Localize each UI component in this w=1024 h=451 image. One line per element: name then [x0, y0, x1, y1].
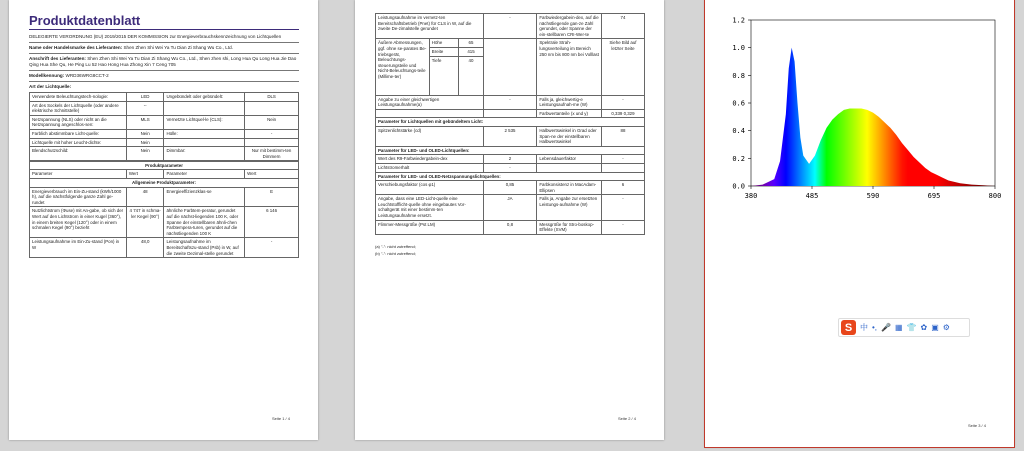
table-cell: Blendschutzschild:: [30, 147, 127, 161]
general-params-heading: Allgemeine Produktparameter:: [30, 179, 299, 188]
table-cell: Messgröße für Stro-boskop-Effekte (SVM): [537, 220, 602, 234]
table-row: [376, 220, 645, 234]
dim-label: Tiefe: [429, 56, 459, 95]
table-cell: [245, 101, 299, 115]
model-label: Modellkennung:: [29, 73, 65, 78]
product-parameter-heading: Produktparameter: [30, 161, 299, 170]
dim-value: 65: [459, 39, 483, 48]
table-cell: Nutzlichtstrom (Φuse) mit An-gabe, ob sich der Wert auf den Lichtstrom in einer Kugel (360°), in einem breiten Kegel (120°) oder in einem schmalen Kegel (90°) bezieht: [30, 207, 127, 238]
y-tick-label: 0.0: [732, 182, 745, 191]
settings-icon[interactable]: ⚙: [942, 323, 950, 332]
table-cell: JA: [483, 195, 537, 220]
y-tick-label: 0.6: [732, 99, 745, 108]
keyboard-icon[interactable]: ▦: [895, 323, 903, 332]
table-cell: Angabe zu einer gleichwertigen Leistungsaufnahme(a): [376, 95, 484, 109]
table-cell: Wert des R9-Farbwiedergabein-dex: [376, 155, 484, 164]
param-header: Wert: [126, 170, 164, 179]
table-cell: Verschiebungsfaktor (cos φ1): [376, 181, 484, 195]
table-cell: Lebensdauerfaktor: [537, 155, 602, 164]
ime-language-toggle[interactable]: 中: [860, 323, 868, 332]
footnote: (b) "-": nicht zutreffend;: [375, 250, 416, 256]
dimensions-label: Äußere Abmessungen, ggf. ohne se-parates Be-triebsgerät, Beleuchtungs-steuerungsteile und Nicht-Beleuchtungs-teile (Millime-ter): [376, 39, 430, 95]
table-cell: Farbwiedergabein-dex, auf die nächstliegende gan-ze Zahl gerundet, oder Spanne der ein-stellbaren CRI-Wer-te: [537, 14, 602, 39]
supplier-label: Name oder Handelsmarke des Lieferanten:: [29, 45, 123, 50]
section-heading: Parameter für LED- und OLED-Netzspannungslichtquellen:: [376, 172, 645, 181]
table-row: [30, 138, 299, 147]
table-cell: Hülle:: [164, 129, 245, 138]
table-cell: [245, 138, 299, 147]
model-value: WRD36WRG8CCT-2: [65, 73, 109, 78]
page-number: Seite 2 / 4: [617, 416, 636, 421]
table-cell: -: [483, 95, 537, 109]
page-title: Produktdatenblatt: [29, 13, 299, 30]
ime-logo-icon[interactable]: S: [841, 320, 856, 335]
table-row: [30, 129, 299, 138]
y-tick-label: 0.4: [732, 127, 745, 136]
product-parameter-table: [29, 161, 299, 258]
table-cell: Lichtstromerhalt: [376, 163, 484, 172]
table-cell: ähnliche Farbtem-peratur, gerundet auf die nächst-liegenden 100 K, oder Spanne der einstellbaren ähnli-chen Farbtempera-turen, gerundet auf die nächstliegenden 100 K: [164, 207, 245, 238]
param-header: Parameter: [164, 170, 245, 179]
parameter-table: [375, 13, 645, 235]
y-tick-label: 1.0: [732, 44, 745, 53]
table-cell: Leistungsaufnahme im Ein-Zu-stand (Pon) in W: [30, 238, 127, 258]
table-cell: [483, 39, 537, 95]
table-cell: Spitzenlichtstärke (cd): [376, 126, 484, 146]
document-page-2: [355, 0, 664, 440]
table-cell: Art des Sockels der Lichtquelle (oder andere elektrische Schnittstelle): [30, 101, 127, 115]
microphone-icon[interactable]: 🎤: [881, 323, 891, 332]
table-cell: -: [245, 238, 299, 258]
dim-label: Breite: [429, 47, 459, 56]
supplier-value: Shen Zhen Shi Wei Ya Tu Dian Zi Shang Wu Co., Ltd.: [123, 45, 233, 50]
regulation-text: DELEGIERTE VERORDNUNG (EU) 2019/2015 DER KOMMISSION zur Energieverbrauchskennzeichnung von Lichtquellen: [29, 34, 282, 39]
y-tick-label: 1.2: [732, 16, 745, 25]
table-cell: [376, 109, 484, 118]
table-cell: E: [245, 187, 299, 207]
light-source-type-label: Art der Lichtquelle:: [29, 84, 72, 89]
spectrum-area: [751, 48, 995, 186]
table-cell: -: [601, 95, 644, 109]
table-row: [30, 93, 299, 102]
table-cell: Verwendete Beleuchtungstech-nologie:: [30, 93, 127, 102]
table-cell: Farbkonsistenz in MacAdam-Ellipsen: [537, 181, 602, 195]
toolbox-icon[interactable]: ▣: [931, 323, 939, 332]
section-heading: Parameter für LED- und OLED-Lichtquellen:: [376, 146, 645, 155]
table-cell: Halbwertswinkel in Grad oder Span-ne der einstellbaren Halbwertswinkel: [537, 126, 602, 146]
table-cell: -: [245, 129, 299, 138]
table-cell: MLS: [126, 115, 164, 129]
table-cell: 0,8: [483, 220, 537, 234]
table-row: [30, 238, 299, 258]
section-heading: Parameter für Lichtquellen mit gebündeltem Licht:: [376, 118, 645, 127]
dim-value: 415: [459, 47, 483, 56]
table-cell: -: [483, 163, 537, 172]
table-cell: 48: [126, 187, 164, 207]
table-cell: 6: [601, 181, 644, 195]
light-source-table: [29, 92, 299, 161]
skin-icon[interactable]: 👕: [906, 323, 917, 332]
footnote: (a) "-": nicht zutreffend;: [375, 243, 416, 249]
table-cell: [164, 101, 245, 115]
table-row: [30, 101, 299, 115]
document-page-3: [705, 0, 1014, 447]
table-cell: Ungebündelt oder gebündelt:: [164, 93, 245, 102]
table-cell: Energieeffizienzklas-se: [164, 187, 245, 207]
table-row: [30, 115, 299, 129]
spectrum-chart: [715, 8, 1007, 208]
param-header: Wert: [245, 170, 299, 179]
table-cell: DLS: [245, 93, 299, 102]
table-cell: Nur mit bestimm-ten Dimmern: [245, 147, 299, 161]
table-cell: [164, 138, 245, 147]
address-value: Shen Zhen Shi Wei Ya Tu Dian Zi Shang Wu Co., Ltd., Shen zhen shi, Long Hua Qu Long Hua Jie Dao Qing Hua She Qu, He Ping Lu 52 Hao Hong Hua Zhong Xin 7 Ceng 705: [29, 56, 297, 67]
table-cell: -: [483, 14, 537, 39]
table-cell: LED: [126, 93, 164, 102]
table-cell: Angabe, dass eine LED-Licht-quelle eine Leuchtstofflicht-quelle ohne eingebautes Vor-schaltgerät mit einer bestimm-ten Leistungsaufnahme ersetzt.: [376, 195, 484, 220]
table-cell: 74: [601, 14, 644, 39]
table-cell: Flimmer-Messgröße (Pst LM): [376, 220, 484, 234]
table-row: [30, 147, 299, 161]
table-cell: 4 747 in schma-ler Kegel (90°): [126, 207, 164, 238]
table-cell: --: [126, 101, 164, 115]
param-header: Parameter: [30, 170, 127, 179]
table-row: [30, 187, 299, 207]
table-cell: Falls ja, Angabe zur ersetzten Leistungs-aufnahme (W): [537, 195, 602, 220]
ime-toolbar[interactable]: [838, 318, 970, 337]
x-tick-label: 380: [744, 192, 758, 200]
table-cell: Nein: [245, 115, 299, 129]
dim-label: Höhe: [429, 39, 459, 48]
emoji-icon[interactable]: ✿: [920, 323, 928, 332]
table-cell: Netzspannung (NLS) oder nicht an die Netzspannung angeschlos-sen:: [30, 115, 127, 129]
document-page-1: [9, 0, 318, 440]
table-cell: 48,0: [126, 238, 164, 258]
table-cell: Vernetzte Lichtquel-le (CLS):: [164, 115, 245, 129]
y-tick-label: 0.2: [732, 154, 745, 163]
table-cell: Leistungsaufnahme im vernetz-ten Bereitschaftsbetrieb (Pnet) für CLS in W, auf die zweite De-zimalstelle gerundet: [376, 14, 484, 39]
table-cell: Lichtquelle mit hoher Leucht-dichte:: [30, 138, 127, 147]
table-row: [376, 195, 645, 220]
dim-value: 40: [459, 56, 483, 95]
y-tick-label: 0.8: [732, 71, 745, 80]
table-cell: Falls ja, gleichwertig-e Leistungsaufnah-me (W): [537, 95, 602, 109]
table-cell: 2: [483, 155, 537, 164]
x-tick-label: 800: [988, 192, 1002, 200]
table-cell: -: [601, 220, 644, 234]
table-cell: Nein: [126, 138, 164, 147]
x-tick-label: 695: [927, 192, 941, 200]
table-cell: Nein: [126, 147, 164, 161]
ime-punctuation-icon[interactable]: •,: [872, 323, 878, 332]
table-cell: Nein: [126, 129, 164, 138]
table-cell: [483, 109, 537, 118]
x-tick-label: 590: [866, 192, 880, 200]
table-cell: Leistungsaufnahme im Bereitschaftszu-stand (Psb) in W, auf die zweite Dezimal-stelle gerundet: [164, 238, 245, 258]
page-number: Seite 1 / 4: [271, 416, 290, 421]
table-cell: -: [601, 195, 644, 220]
table-cell: 2 535: [483, 126, 537, 146]
table-cell: Energieverbrauch im Ein-Zu-stand (kWh/1000 h), auf die nächstfolgende ganze Zahl ge-rundet: [30, 187, 127, 207]
page-number: Seite 3 / 4: [967, 423, 986, 428]
table-cell: Farblich abstimmbare Licht-quelle:: [30, 129, 127, 138]
table-cell: 6 146: [245, 207, 299, 238]
spectral-value: Siehe Bild auf letzter Seite: [601, 39, 644, 95]
table-cell: 0,85: [483, 181, 537, 195]
table-cell: [601, 163, 644, 172]
table-row: [376, 181, 645, 195]
table-cell: Farbwertanteile (x und y): [537, 109, 602, 118]
x-tick-label: 485: [805, 192, 819, 200]
spectral-label: Spektrale Strah-lungsverteilung im Bereich 250 nm bis 800 nm bei Volllast: [537, 39, 602, 95]
table-cell: [537, 163, 602, 172]
table-cell: 88: [601, 126, 644, 146]
address-label: Anschrift des Lieferanten:: [29, 56, 86, 61]
table-row: [30, 207, 299, 238]
table-cell: -: [601, 155, 644, 164]
table-cell: 0,339 0,329: [601, 109, 644, 118]
table-cell: Dimmbar:: [164, 147, 245, 161]
